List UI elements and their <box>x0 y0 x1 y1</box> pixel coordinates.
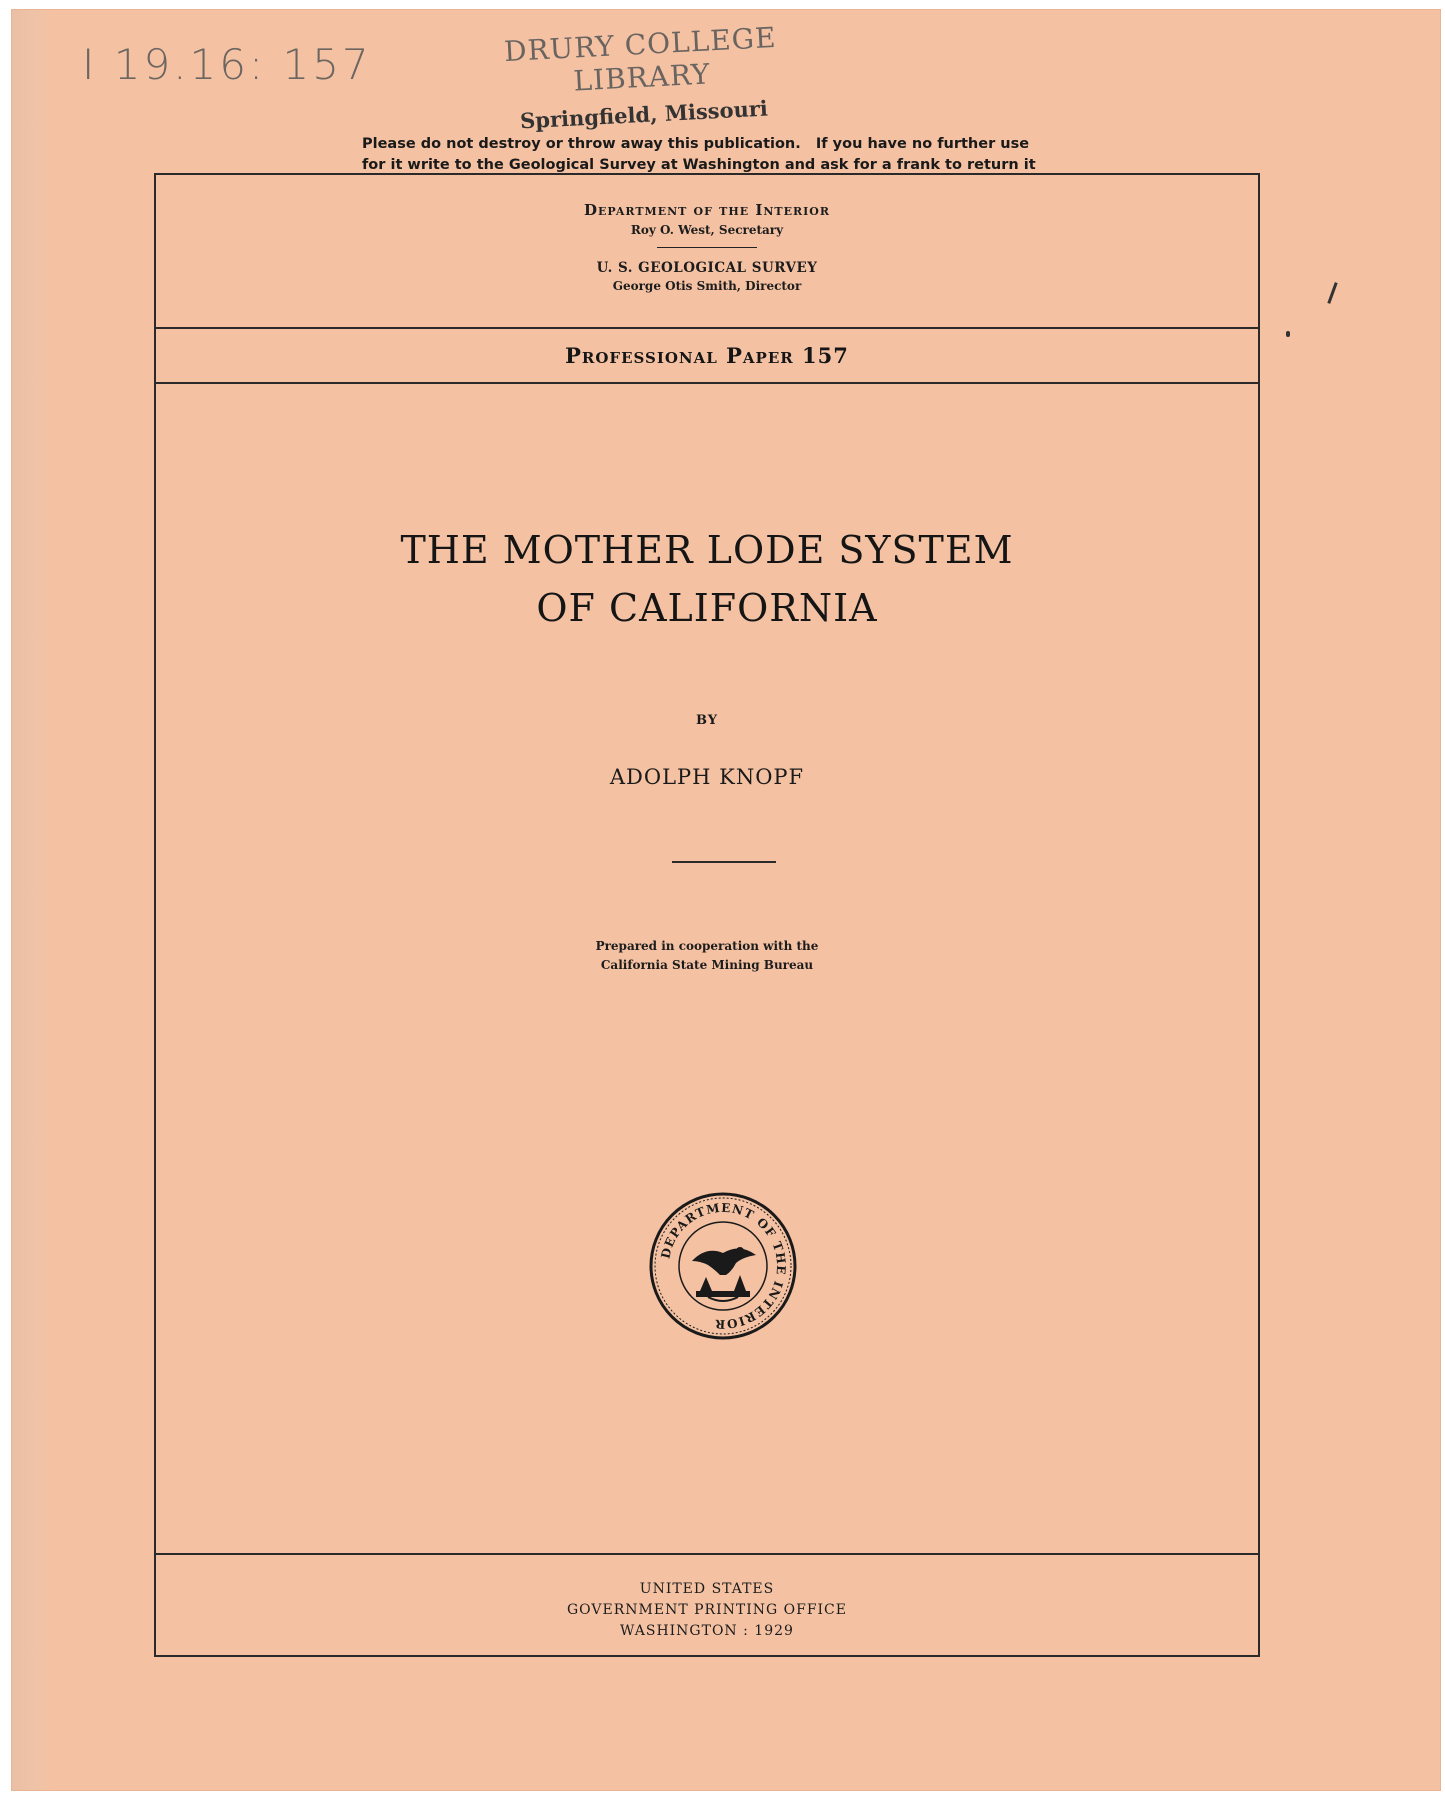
divider-top <box>156 327 1258 329</box>
library-stamp-name: DRURY COLLEGE LIBRARY <box>503 20 778 98</box>
library-stamp-location: Springfield, Missouri <box>519 95 769 134</box>
return-notice-line2: for it write to the Geological Survey at Washington and ask for a frank to return it <box>362 157 1036 173</box>
imprint-block <box>156 1579 1258 1642</box>
divider-imprint <box>156 1553 1258 1555</box>
seal-ring-text: DEPARTMENT OF THE INTERIOR <box>658 1200 789 1332</box>
imprint-line3: WASHINGTON : 1929 <box>620 1623 794 1639</box>
cooperation-line1: Prepared in cooperation with the <box>595 939 819 953</box>
ink-dot <box>1286 331 1290 337</box>
department-divider <box>657 247 757 248</box>
imprint-line2: GOVERNMENT PRINTING OFFICE <box>567 1602 847 1618</box>
eagle-seal-icon <box>648 1191 798 1341</box>
department-secretary: Roy O. West, Secretary <box>630 223 784 237</box>
title-frame <box>154 173 1260 1657</box>
call-number: I 19.16: 157 <box>82 40 372 89</box>
cover-spine <box>12 10 52 1790</box>
series-title: Professional Paper 157 <box>565 343 849 368</box>
imprint-line1: UNITED STATES <box>639 1581 775 1597</box>
library-stamp <box>450 18 835 137</box>
document-title <box>156 521 1258 637</box>
document-title-line1: THE MOTHER LODE SYSTEM <box>400 528 1014 572</box>
by-label: BY <box>695 713 719 728</box>
document-title-line2: OF CALIFORNIA <box>536 586 878 630</box>
survey-director: George Otis Smith, Director <box>612 279 802 293</box>
author-name: ADOLPH KNOPF <box>609 765 805 789</box>
department-name: Department of the Interior <box>583 201 830 219</box>
divider-series <box>156 382 1258 384</box>
department-block <box>156 175 1258 327</box>
return-notice <box>362 134 1062 176</box>
cooperation-note <box>156 937 1258 975</box>
survey-name: U. S. GEOLOGICAL SURVEY <box>596 260 818 276</box>
cooperation-line2: California State Mining Bureau <box>600 958 814 972</box>
return-notice-line1: Please do not destroy or throw away this publication. If you have no further use <box>362 136 1030 152</box>
document-cover <box>12 10 1440 1790</box>
eagle-icon <box>692 1247 756 1301</box>
pen-mark <box>1327 282 1337 304</box>
author-divider <box>672 861 776 863</box>
